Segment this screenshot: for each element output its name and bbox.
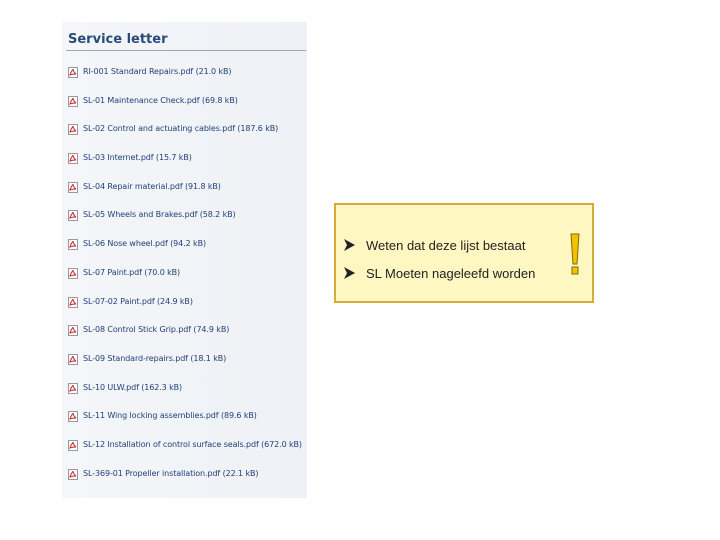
file-link[interactable]: SL-03 Internet.pdf (15.7 kB) (83, 153, 192, 163)
file-list-item[interactable] (68, 267, 306, 296)
file-link[interactable]: SL-01 Maintenance Check.pdf (69.8 kB) (83, 95, 238, 105)
pdf-icon (68, 469, 78, 480)
pdf-icon (68, 67, 78, 78)
service-letter-panel (62, 22, 307, 498)
arrow-bullet-icon (342, 238, 356, 252)
file-link[interactable]: SL-05 Wheels and Brakes.pdf (58.2 kB) (83, 210, 236, 220)
pdf-icon (68, 153, 78, 164)
file-list-item[interactable] (68, 382, 306, 411)
file-list-item[interactable] (68, 296, 306, 325)
file-list-item[interactable] (68, 123, 306, 152)
file-list-item[interactable] (68, 152, 306, 181)
note-box (334, 203, 594, 303)
pdf-icon (68, 210, 78, 221)
pdf-icon (68, 411, 78, 422)
arrow-bullet-icon (342, 266, 356, 280)
file-list-item[interactable] (68, 209, 306, 238)
pdf-icon (68, 297, 78, 308)
panel-title: Service letter (68, 32, 168, 47)
note-list (342, 231, 535, 287)
file-link[interactable]: SL-06 Nose wheel.pdf (94.2 kB) (83, 239, 206, 249)
file-link[interactable]: SL-10 ULW.pdf (162.3 kB) (83, 382, 183, 392)
file-list-item[interactable] (68, 468, 306, 497)
title-divider (66, 50, 306, 51)
file-list-item[interactable] (68, 410, 306, 439)
file-list-item[interactable] (68, 439, 306, 468)
file-list-item[interactable] (68, 324, 306, 353)
pdf-icon (68, 440, 78, 451)
file-link[interactable]: RI-001 Standard Repairs.pdf (21.0 kB) (83, 67, 232, 76)
note-item (342, 231, 535, 259)
file-link[interactable]: SL-12 Installation of control surface seals.pdf (672.0 kB) (83, 439, 302, 449)
note-item (342, 259, 535, 287)
pdf-icon (68, 325, 78, 336)
file-link[interactable]: SL-07-02 Paint.pdf (24.9 kB) (83, 296, 193, 306)
pdf-icon (68, 354, 78, 365)
file-list-item[interactable] (68, 181, 306, 210)
pdf-icon (68, 124, 78, 135)
file-link[interactable]: SL-369-01 Propeller installation.pdf (22.1 kB) (83, 468, 259, 478)
pdf-icon (68, 383, 78, 394)
file-link[interactable]: SL-08 Control Stick Grip.pdf (74.9 kB) (83, 325, 230, 335)
file-list-item[interactable] (68, 66, 306, 95)
file-link[interactable]: SL-04 Repair material.pdf (91.8 kB) (83, 181, 221, 191)
pdf-icon (68, 96, 78, 107)
note-text: SL Moeten nageleefd worden (366, 265, 536, 281)
file-link[interactable]: SL-02 Control and actuating cables.pdf (187.6 kB) (83, 124, 279, 134)
file-link[interactable]: SL-11 Wing locking assemblies.pdf (89.6 kB) (83, 411, 257, 421)
file-list-item[interactable] (68, 238, 306, 267)
exclamation-icon (568, 233, 582, 277)
file-list-item[interactable] (68, 353, 306, 382)
file-list-item[interactable] (68, 95, 306, 124)
pdf-icon (68, 182, 78, 193)
file-list (68, 66, 306, 496)
file-link[interactable]: SL-09 Standard-repairs.pdf (18.1 kB) (83, 353, 227, 363)
pdf-icon (68, 239, 78, 250)
note-text: Weten dat deze lijst bestaat (366, 237, 526, 253)
pdf-icon (68, 268, 78, 279)
file-link[interactable]: SL-07 Paint.pdf (70.0 kB) (83, 267, 181, 277)
